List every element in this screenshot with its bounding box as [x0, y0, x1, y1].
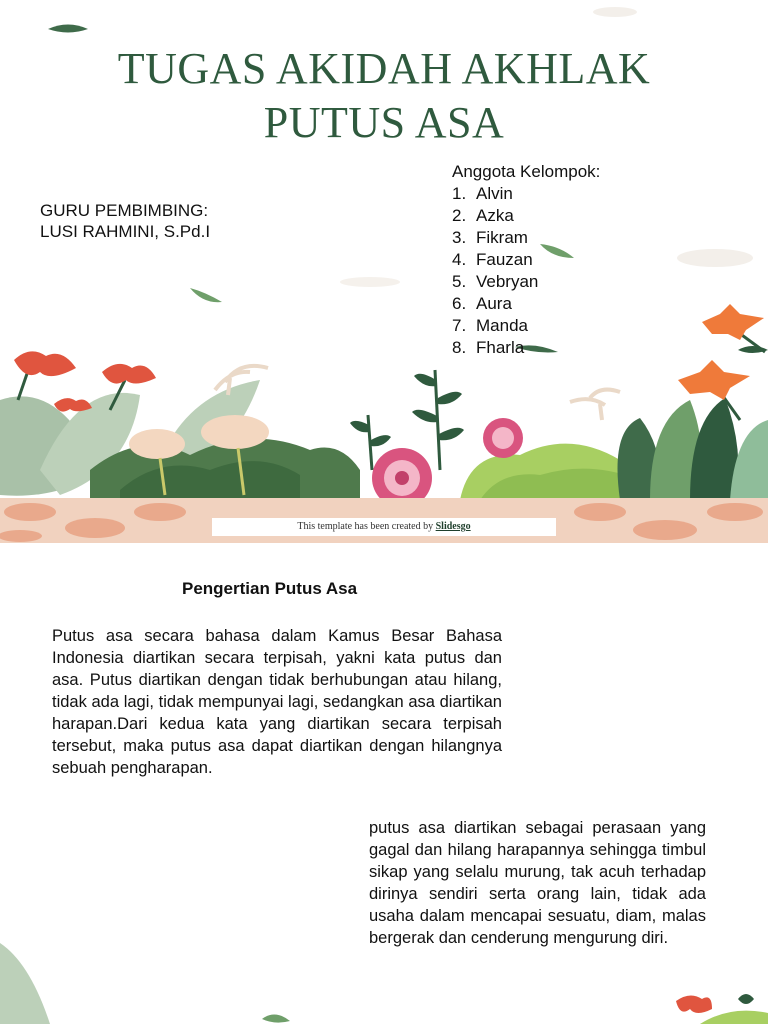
leaf-icon	[738, 994, 754, 1004]
credit-text: This template has been created by	[297, 521, 436, 532]
stone-shape	[633, 520, 697, 540]
slidesgo-link[interactable]: Slidesgo	[435, 521, 471, 532]
flower-icon	[702, 304, 764, 340]
template-credit	[212, 518, 556, 536]
list-item	[452, 227, 600, 249]
member-name: Azka	[476, 206, 514, 225]
flower-icon	[395, 471, 409, 485]
flower-icon	[676, 995, 712, 1013]
stone-shape	[65, 518, 125, 538]
slide-title-line-2: PUTUS ASA	[263, 98, 505, 147]
coral-icon	[570, 390, 620, 420]
list-number: 3.	[452, 228, 467, 247]
list-number: 8.	[452, 338, 467, 357]
leaf-icon	[48, 25, 88, 33]
list-item	[452, 315, 600, 337]
member-name: Vebryan	[476, 272, 539, 291]
flower-icon	[102, 364, 156, 384]
member-name: Fikram	[476, 228, 528, 247]
member-name: Fharla	[476, 338, 525, 357]
teacher-name: LUSI RAHMINI, S.Pd.I	[40, 222, 211, 241]
flower-icon	[54, 398, 92, 411]
member-name: Alvin	[476, 184, 513, 203]
group-members	[452, 161, 600, 359]
list-number: 1.	[452, 184, 467, 203]
list-item	[452, 337, 600, 359]
stone-shape	[4, 503, 56, 521]
cloud-shape	[677, 249, 753, 267]
stone-shape	[707, 503, 763, 521]
leaf-icon	[690, 398, 738, 500]
flower-icon	[201, 415, 269, 449]
cloud-shape	[593, 7, 637, 17]
definition-paragraph-1: Putus asa secara bahasa dalam Kamus Besar Bahasa Indonesia diartikan secara terpisah, yakni kata putus dan asa. Putus diartikan dengan tidak berhubungan atau hilang, tidak ada lagi, tidak mempunyai lagi, sedangkan asa diartikan harapan.Dari kedua kata yang diartikan secara terpisah tersebut, maka putus asa dapat diartikan dengan hilangnya sebuah pengharapan.	[52, 627, 502, 777]
members-heading: Anggota Kelompok:	[452, 162, 601, 181]
list-number: 7.	[452, 316, 467, 335]
stone-shape	[574, 503, 626, 521]
list-item	[452, 249, 600, 271]
stone-shape	[134, 503, 186, 521]
teacher-label: GURU PEMBIMBING:	[40, 201, 209, 220]
flower-icon	[129, 429, 185, 459]
flower-icon	[492, 427, 514, 449]
list-number: 2.	[452, 206, 467, 225]
teacher-block	[40, 200, 210, 242]
leaf-icon	[190, 288, 222, 302]
list-item	[452, 271, 600, 293]
stone-shape	[0, 530, 42, 542]
cloud-shape	[340, 277, 400, 287]
bush-shape	[700, 1011, 768, 1024]
list-number: 6.	[452, 294, 467, 313]
list-item	[452, 183, 600, 205]
list-number: 5.	[452, 272, 467, 291]
leaf-icon	[262, 1014, 290, 1022]
list-item	[452, 293, 600, 315]
member-name: Fauzan	[476, 250, 533, 269]
flower-icon	[14, 351, 76, 376]
flower-icon	[678, 360, 750, 400]
content-slide	[0, 543, 768, 1024]
member-name: Aura	[476, 294, 512, 313]
list-item	[452, 205, 600, 227]
corner-decoration	[0, 543, 768, 1024]
section-heading: Pengertian Putus Asa	[182, 579, 358, 598]
leaf-icon	[0, 943, 50, 1024]
list-number: 4.	[452, 250, 467, 269]
slide-title-line-1: TUGAS AKIDAH AKHLAK	[117, 44, 651, 93]
definition-paragraph-2: putus asa diartikan sebagai perasaan yang gagal dan hilang harapannya sehingga timbul sikap yang selalu murung, tak acuh terhadap dirinya sendiri serta orang lain, tidak ada usaha dalam mencapai sesuatu, diam, malas bergerak dan cenderung mengurung diri.	[369, 819, 706, 947]
member-name: Manda	[476, 316, 528, 335]
members-list	[452, 183, 600, 359]
